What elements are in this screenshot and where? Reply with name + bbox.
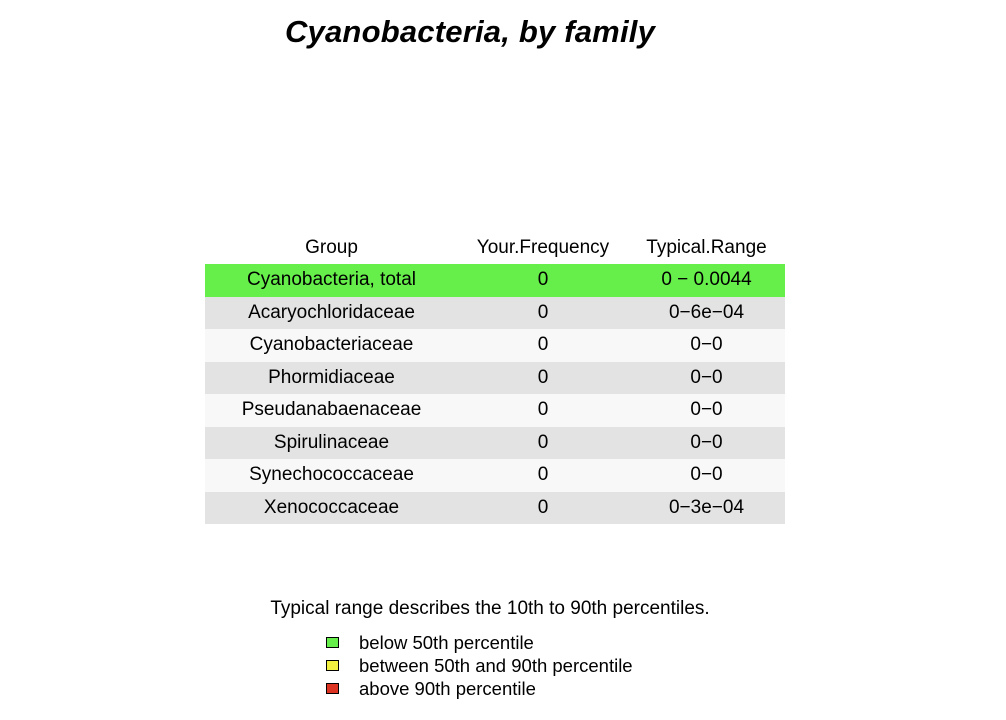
frequency-cell: 0 — [537, 399, 549, 421]
frequency-table — [205, 232, 785, 524]
legend-item — [326, 677, 633, 700]
range-cell: 0−0 — [690, 399, 723, 421]
range-cell: 0−0 — [690, 464, 723, 486]
group-cell: Pseudanabaenaceae — [241, 399, 422, 421]
legend-label: between 50th and 90th percentile — [359, 654, 633, 676]
group-cell: Cyanobacteria, total — [247, 269, 416, 291]
table-row — [205, 394, 785, 427]
frequency-cell: 0 — [537, 301, 549, 323]
frequency-cell: 0 — [537, 269, 549, 291]
legend — [326, 631, 633, 700]
table-row — [205, 459, 785, 492]
legend-swatch — [326, 637, 339, 648]
table-header-row — [205, 232, 785, 264]
table-row — [205, 329, 785, 362]
group-cell: Xenococcaceae — [263, 496, 400, 518]
range-cell: 0−0 — [690, 366, 723, 388]
group-cell: Spirulinaceae — [273, 431, 390, 453]
frequency-cell: 0 — [537, 496, 549, 518]
frequency-cell: 0 — [537, 431, 549, 453]
frequency-cell: 0 — [537, 334, 549, 356]
column-header-range: Typical.Range — [646, 237, 767, 258]
table-row — [205, 492, 785, 525]
table-row — [205, 297, 785, 330]
range-cell: 0−6e−04 — [668, 301, 745, 323]
footnote: Typical range describes the 10th to 90th percentiles. — [270, 598, 710, 619]
column-header-frequency: Your.Frequency — [476, 237, 610, 258]
frequency-cell: 0 — [537, 366, 549, 388]
legend-label: above 90th percentile — [359, 677, 536, 699]
range-cell: 0−0 — [690, 334, 723, 356]
table-row — [205, 362, 785, 395]
group-cell: Synechococcaceae — [249, 464, 414, 486]
range-cell: 0−3e−04 — [668, 496, 745, 518]
chart-title: Cyanobacteria, by family — [284, 14, 656, 49]
column-header-group: Group — [305, 237, 358, 258]
legend-item — [326, 654, 633, 677]
table-row — [205, 427, 785, 460]
legend-label: below 50th percentile — [359, 631, 534, 653]
table-row — [205, 264, 785, 297]
frequency-cell: 0 — [537, 464, 549, 486]
legend-swatch — [326, 660, 339, 671]
legend-item — [326, 631, 633, 654]
range-cell: 0 − 0.0044 — [661, 269, 752, 291]
group-cell: Phormidiaceae — [268, 366, 395, 388]
group-cell: Cyanobacteriaceae — [249, 334, 414, 356]
range-cell: 0−0 — [690, 431, 723, 453]
table-body — [205, 264, 785, 524]
group-cell: Acaryochloridaceae — [248, 301, 415, 323]
legend-swatch — [326, 683, 339, 694]
